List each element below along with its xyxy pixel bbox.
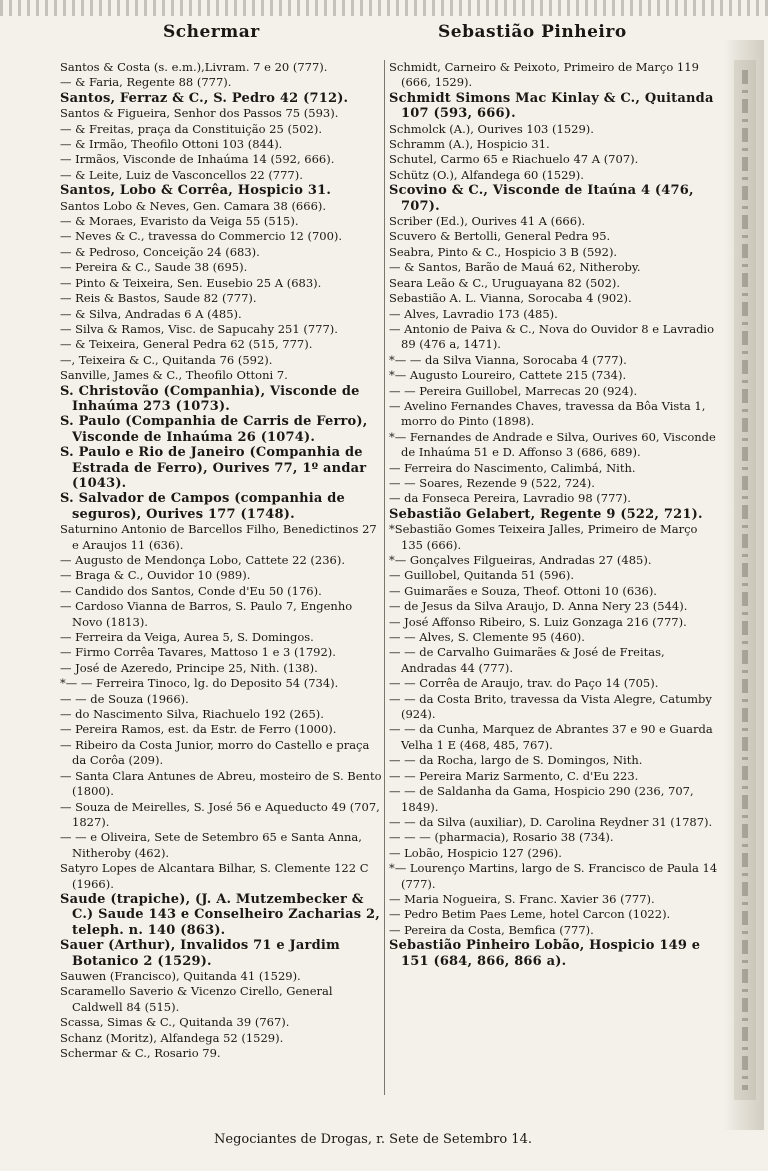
directory-entry: — do Nascimento Silva, Riachuelo 192 (265). <box>60 707 324 722</box>
directory-entry: — — Pereira Guillobel, Marrecas 20 (924). <box>389 383 638 398</box>
directory-entry: *— Augusto Loureiro, Cattete 215 (734). <box>389 368 627 383</box>
directory-entry: Schmidt Simons Mac Kinlay & C., Quitanda 107 (593, 666). <box>389 90 714 122</box>
directory-entry: — Pedro Betim Paes Leme, hotel Carcon (1022). <box>389 907 671 922</box>
directory-entry: — Avelino Fernandes Chaves, travessa da Bôa Vista 1, morro do Pinto (1898). <box>389 398 706 429</box>
directory-entry: *Sebastião Gomes Teixeira Jalles, Primeiro de Março 135 (666). <box>389 522 698 552</box>
directory-entry: — & Pedroso, Conceição 24 (683). <box>60 244 260 259</box>
directory-entry: — — Soares, Rezende 9 (522, 724). <box>389 475 595 490</box>
directory-entry: — da Fonseca Pereira, Lavradio 98 (777). <box>389 491 631 506</box>
directory-entry: — & Irmão, Theofilo Ottoni 103 (844). <box>60 137 283 152</box>
directory-entry: Saude (trapiche), (J. A. Mutzembecker & C.) Saude 143 e Conselheiro Zacharias 2, teleph. n. 140 (863). <box>60 891 380 938</box>
directory-entry: Scassa, Simas & C., Quitanda 39 (767). <box>60 1015 290 1030</box>
directory-entry: — Neves & C., travessa do Commercio 12 (700). <box>60 229 343 244</box>
directory-entry: — Lobão, Hospicio 127 (296). <box>389 845 562 860</box>
directory-entry: Schermar & C., Rosario 79. <box>60 1046 221 1060</box>
directory-entry: —, Teixeira & C., Quitanda 76 (592). <box>60 352 273 367</box>
directory-entry: Schütz (O.), Alfandega 60 (1529). <box>389 167 584 182</box>
directory-entry: — de Jesus da Silva Araujo, D. Anna Nery 23 (544). <box>389 599 688 614</box>
directory-entry: — Pereira Ramos, est. da Estr. de Ferro (1000). <box>60 722 337 737</box>
directory-entry: Sebastião Gelabert, Regente 9 (522, 721). <box>389 506 703 522</box>
directory-entry: — — de Souza (1966). <box>60 691 189 706</box>
directory-entry: *— Lourenço Martins, largo de S. Francisco de Paula 14 (777). <box>389 861 718 891</box>
directory-entry: — Silva & Ramos, Visc. de Sapucahy 251 (777). <box>60 321 338 336</box>
directory-entry: Schmidt, Carneiro & Peixoto, Primeiro de Março 119 (666, 1529). <box>389 60 699 90</box>
directory-entry: Sanville, James & C., Theofilo Ottoni 7. <box>60 368 288 383</box>
directory-entry: — — e Oliveira, Sete de Setembro 65 e Santa Anna, Nitheroby (462). <box>60 830 362 860</box>
directory-entry: S. Salvador de Campos (companhia de seguros), Ourives 177 (1748). <box>60 491 346 522</box>
running-header-left: Schermar <box>163 22 260 42</box>
directory-entry: — Candido dos Santos, Conde d'Eu 50 (176). <box>60 583 322 598</box>
directory-entry: — Irmãos, Visconde de Inhaúma 14 (592, 666). <box>60 152 335 167</box>
directory-entry: Satyro Lopes de Alcantara Bilhar, S. Clemente 122 C (1966). <box>60 861 369 891</box>
directory-entry: — & Moraes, Evaristo da Veiga 55 (515). <box>60 214 299 229</box>
directory-entry: Santos & Costa (s. e.m.),Livram. 7 e 20 (777). <box>60 60 328 74</box>
directory-entry: Sauwen (Francisco), Quitanda 41 (1529). <box>60 968 301 983</box>
running-header-right: Sebastião Pinheiro <box>438 22 627 42</box>
directory-entry: Scaramello Saverio & Vicenzo Cirello, General Caldwell 84 (515). <box>60 984 333 1014</box>
directory-entry: — Antonio de Paiva & C., Nova do Ouvidor 8 e Lavradio 89 (476 a, 1471). <box>389 321 715 352</box>
directory-entry: — & Santos, Barão de Mauá 62, Nitheroby. <box>389 260 641 275</box>
directory-entry: — Maria Nogueira, S. Franc. Xavier 36 (777). <box>389 891 655 906</box>
directory-entry: — Guimarães e Souza, Theof. Ottoni 10 (636). <box>389 583 657 598</box>
directory-entry: — & Faria, Regente 88 (777). <box>60 75 232 90</box>
directory-entry: Santos, Lobo & Corrêa, Hospicio 31. <box>60 183 332 199</box>
directory-entry: — Augusto de Mendonça Lobo, Cattete 22 (236). <box>60 553 346 567</box>
directory-entry: — — de Carvalho Guimarães & José de Freitas, Andradas 44 (777). <box>389 645 665 675</box>
page-edge-scuff <box>0 0 768 16</box>
library-stamp-strip <box>734 60 756 1100</box>
directory-entry: *— Gonçalves Filgueiras, Andradas 27 (485). <box>389 553 652 567</box>
directory-entry: Seara Leão & C., Uruguayana 82 (502). <box>389 275 621 290</box>
directory-entry: Scovino & C., Visconde de Itaúna 4 (476, 707). <box>389 183 694 214</box>
directory-entry: Scriber (Ed.), Ourives 41 A (666). <box>389 214 586 229</box>
directory-entry: Sebastião A. L. Vianna, Sorocaba 4 (902). <box>389 291 632 306</box>
directory-entry: — — da Costa Brito, travessa da Vista Alegre, Catumby (924). <box>389 691 712 722</box>
directory-entry: — — da Rocha, largo de S. Domingos, Nith. <box>389 753 643 768</box>
page-footer: Negociantes de Drogas, r. Sete de Setembro 14. <box>214 1132 532 1147</box>
directory-entry: Schanz (Moritz), Alfandega 52 (1529). <box>60 1030 284 1045</box>
directory-entry: — José Affonso Ribeiro, S. Luiz Gonzaga 216 (777). <box>389 614 687 629</box>
directory-entry: Schramm (A.), Hospicio 31. <box>389 137 550 152</box>
directory-entry: — & Teixeira, General Pedra 62 (515, 777). <box>60 337 313 352</box>
directory-entry: — — Alves, S. Clemente 95 (460). <box>389 630 585 645</box>
directory-entry: — & Freitas, praça da Constituição 25 (502). <box>60 121 323 136</box>
directory-entry: Seabra, Pinto & C., Hospicio 3 B (592). <box>389 244 618 259</box>
directory-entry: — — Corrêa de Araujo, trav. do Paço 14 (705). <box>389 676 659 691</box>
directory-entry: *— — da Silva Vianna, Sorocaba 4 (777). <box>389 352 627 367</box>
directory-entry: Scuvero & Bertolli, General Pedra 95. <box>389 229 611 244</box>
directory-entry: — Guillobel, Quitanda 51 (596). <box>389 568 574 583</box>
directory-entry: — & Leite, Luiz de Vasconcellos 22 (777). <box>60 167 303 182</box>
directory-entry: — Pereira da Costa, Bemfica (777). <box>389 922 594 937</box>
directory-entry: — Ribeiro da Costa Junior, morro do Castello e praça da Corôa (209). <box>60 737 370 768</box>
directory-entry: Saturnino Antonio de Barcellos Filho, Benedictinos 27 e Araujos 11 (636). <box>60 522 377 552</box>
directory-entry: — Pereira & C., Saude 38 (695). <box>60 260 248 275</box>
directory-entry: — Reis & Bastos, Saude 82 (777). <box>60 291 257 306</box>
directory-entry: Schutel, Carmo 65 e Riachuelo 47 A (707). <box>389 152 639 167</box>
directory-entry: Schmolck (A.), Ourives 103 (1529). <box>389 121 594 136</box>
directory-entry: *— Fernandes de Andrade e Silva, Ourives 60, Visconde de Inhaúma 51 e D. Affonso 3 (686, 689). <box>389 429 716 460</box>
directory-entry: S. Paulo e Rio de Janeiro (Companhia de Estrada de Ferro), Ourives 77, 1º andar (1043). <box>60 445 367 491</box>
directory-entry: Santos Lobo & Neves, Gen. Camara 38 (666). <box>60 198 327 213</box>
directory-entry: — Firmo Corrêa Tavares, Mattoso 1 e 3 (1792). <box>60 645 336 660</box>
directory-entry: — Alves, Lavradio 173 (485). <box>389 306 558 321</box>
directory-entry: Sebastião Pinheiro Lobão, Hospicio 149 e 151 (684, 866, 866 a). <box>389 938 701 969</box>
directory-entry: — — de Saldanha da Gama, Hospicio 290 (236, 707, 1849). <box>389 784 694 814</box>
directory-entry: — Pinto & Teixeira, Sen. Eusebio 25 A (683). <box>60 275 322 290</box>
directory-entry: — — da Cunha, Marquez de Abrantes 37 e 90 e Guarda Velha 1 E (468, 485, 767). <box>389 722 713 752</box>
column-divider <box>384 60 385 1095</box>
directory-entry: Sauer (Arthur), Invalidos 71 e Jardim Botanico 2 (1529). <box>60 938 340 969</box>
directory-entry: Santos, Ferraz & C., S. Pedro 42 (712). <box>60 90 349 106</box>
directory-entry: — — — (pharmacia), Rosario 38 (734). <box>389 830 614 845</box>
directory-entry: — Ferreira da Veiga, Aurea 5, S. Domingos. <box>60 630 314 645</box>
directory-entry: — Ferreira do Nascimento, Calimbá, Nith. <box>389 460 636 475</box>
directory-entry: — & Silva, Andradas 6 A (485). <box>60 306 242 321</box>
left-column <box>60 60 382 1061</box>
directory-entry: *— — Ferreira Tinoco, lg. do Deposito 54 (734). <box>60 676 339 691</box>
directory-entry: — José de Azeredo, Principe 25, Nith. (138). <box>60 660 318 675</box>
right-column <box>389 60 721 969</box>
directory-entry: S. Christovão (Companhia), Visconde de Inhaúma 273 (1073). <box>60 383 360 414</box>
directory-entry: — — da Silva (auxiliar), D. Carolina Reydner 31 (1787). <box>389 814 713 829</box>
directory-entry: — Cardoso Vianna de Barros, S. Paulo 7, Engenho Novo (1813). <box>60 599 353 629</box>
directory-entry: — Braga & C., Ouvidor 10 (989). <box>60 568 251 583</box>
directory-entry: — Souza de Meirelles, S. José 56 e Aqueducto 49 (707, 1827). <box>60 799 380 829</box>
directory-entry: Santos & Figueira, Senhor dos Passos 75 (593). <box>60 106 339 121</box>
directory-entry: S. Paulo (Companhia de Carris de Ferro), Visconde de Inhaúma 26 (1074). <box>60 414 368 445</box>
directory-entry: — Santa Clara Antunes de Abreu, mosteiro de S. Bento (1800). <box>60 768 382 799</box>
directory-entry: — — Pereira Mariz Sarmento, C. d'Eu 223. <box>389 768 639 783</box>
